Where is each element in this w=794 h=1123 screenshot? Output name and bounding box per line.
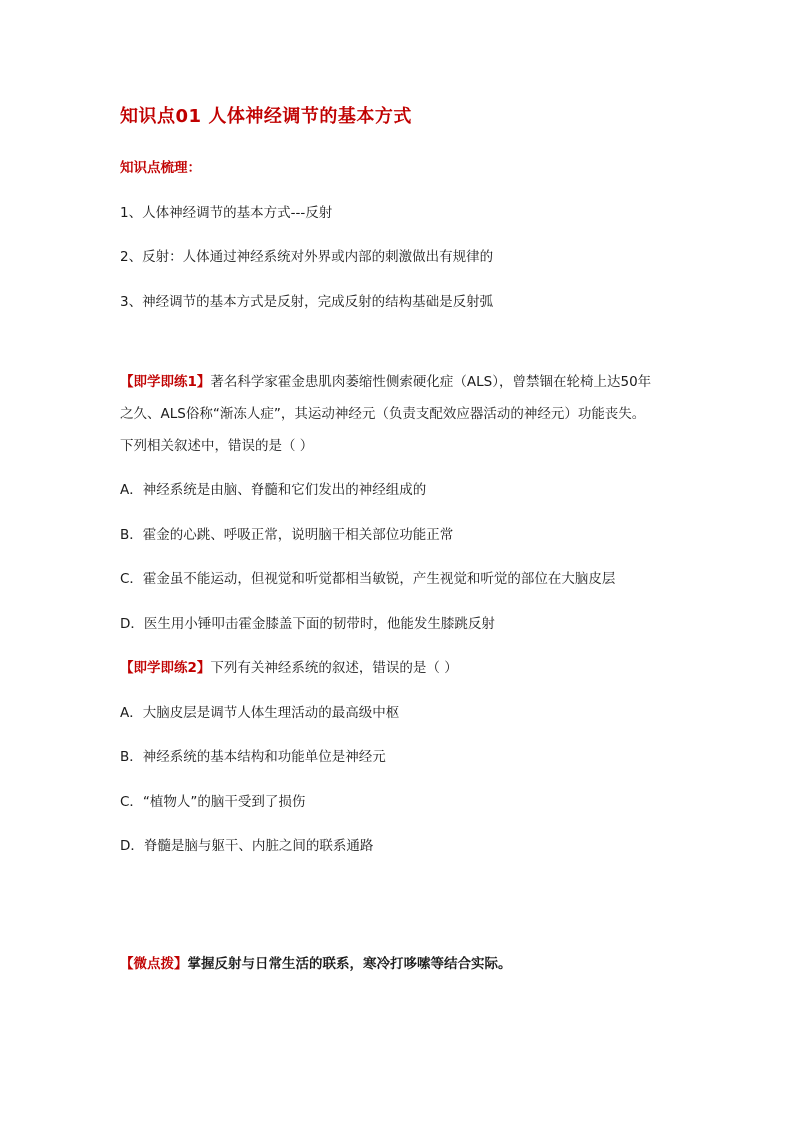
q2-stem	[120, 658, 458, 678]
q1-option-c: C．霍金虽不能运动，但视觉和听觉都相当敏锐，产生视觉和听觉的部位在大脑皮层	[120, 571, 616, 587]
q2-option-b: B．神经系统的基本结构和功能单位是神经元	[120, 749, 386, 765]
q1-stem-line-3: 下列相关叙述中，错误的是（ ）	[120, 438, 314, 454]
section-label: 知识点梳理：	[120, 160, 201, 176]
q1-stem-line-2: 之久、ALS俗称“渐冻人症”，其运动神经元（负责支配效应器活动的神经元）功能丧失。	[120, 406, 646, 422]
q1-option-b: B．霍金的心跳、呼吸正常，说明脑干相关部位功能正常	[120, 527, 454, 543]
point-3: 3、神经调节的基本方式是反射，完成反射的结构基础是反射弧	[120, 294, 494, 310]
tip-line	[120, 954, 512, 974]
tip-text: 掌握反射与日常生活的联系，寒冷打哆嗦等结合实际。	[187, 956, 512, 972]
point-1: 1、人体神经调节的基本方式---反射	[120, 205, 333, 221]
q1-stem-line-1	[120, 372, 651, 392]
q2-option-c: C．“植物人”的脑干受到了损伤	[120, 794, 306, 810]
q2-option-d: D．脊髓是脑与躯干、内脏之间的联系通路	[120, 838, 374, 854]
q1-tag: 【即学即练1】	[120, 374, 211, 390]
page-title: 知识点01 人体神经调节的基本方式	[120, 106, 412, 127]
q1-option-a: A．神经系统是由脑、脊髓和它们发出的神经组成的	[120, 482, 427, 498]
tip-tag: 【微点拨】	[120, 956, 188, 972]
q2-stem-text: 下列有关神经系统的叙述，错误的是（ ）	[210, 660, 458, 676]
point-2: 2、反射：人体通过神经系统对外界或内部的刺激做出有规律的	[120, 249, 494, 265]
q2-option-a: A．大脑皮层是调节人体生理活动的最高级中枢	[120, 705, 400, 721]
q1-option-d: D．医生用小锤叩击霍金膝盖下面的韧带时，他能发生膝跳反射	[120, 616, 495, 632]
q2-tag: 【即学即练2】	[120, 660, 211, 676]
q1-stem-text-1: 著名科学家霍金患肌肉萎缩性侧索硬化症（ALS），曾禁锢在轮椅上达50年	[210, 374, 652, 390]
